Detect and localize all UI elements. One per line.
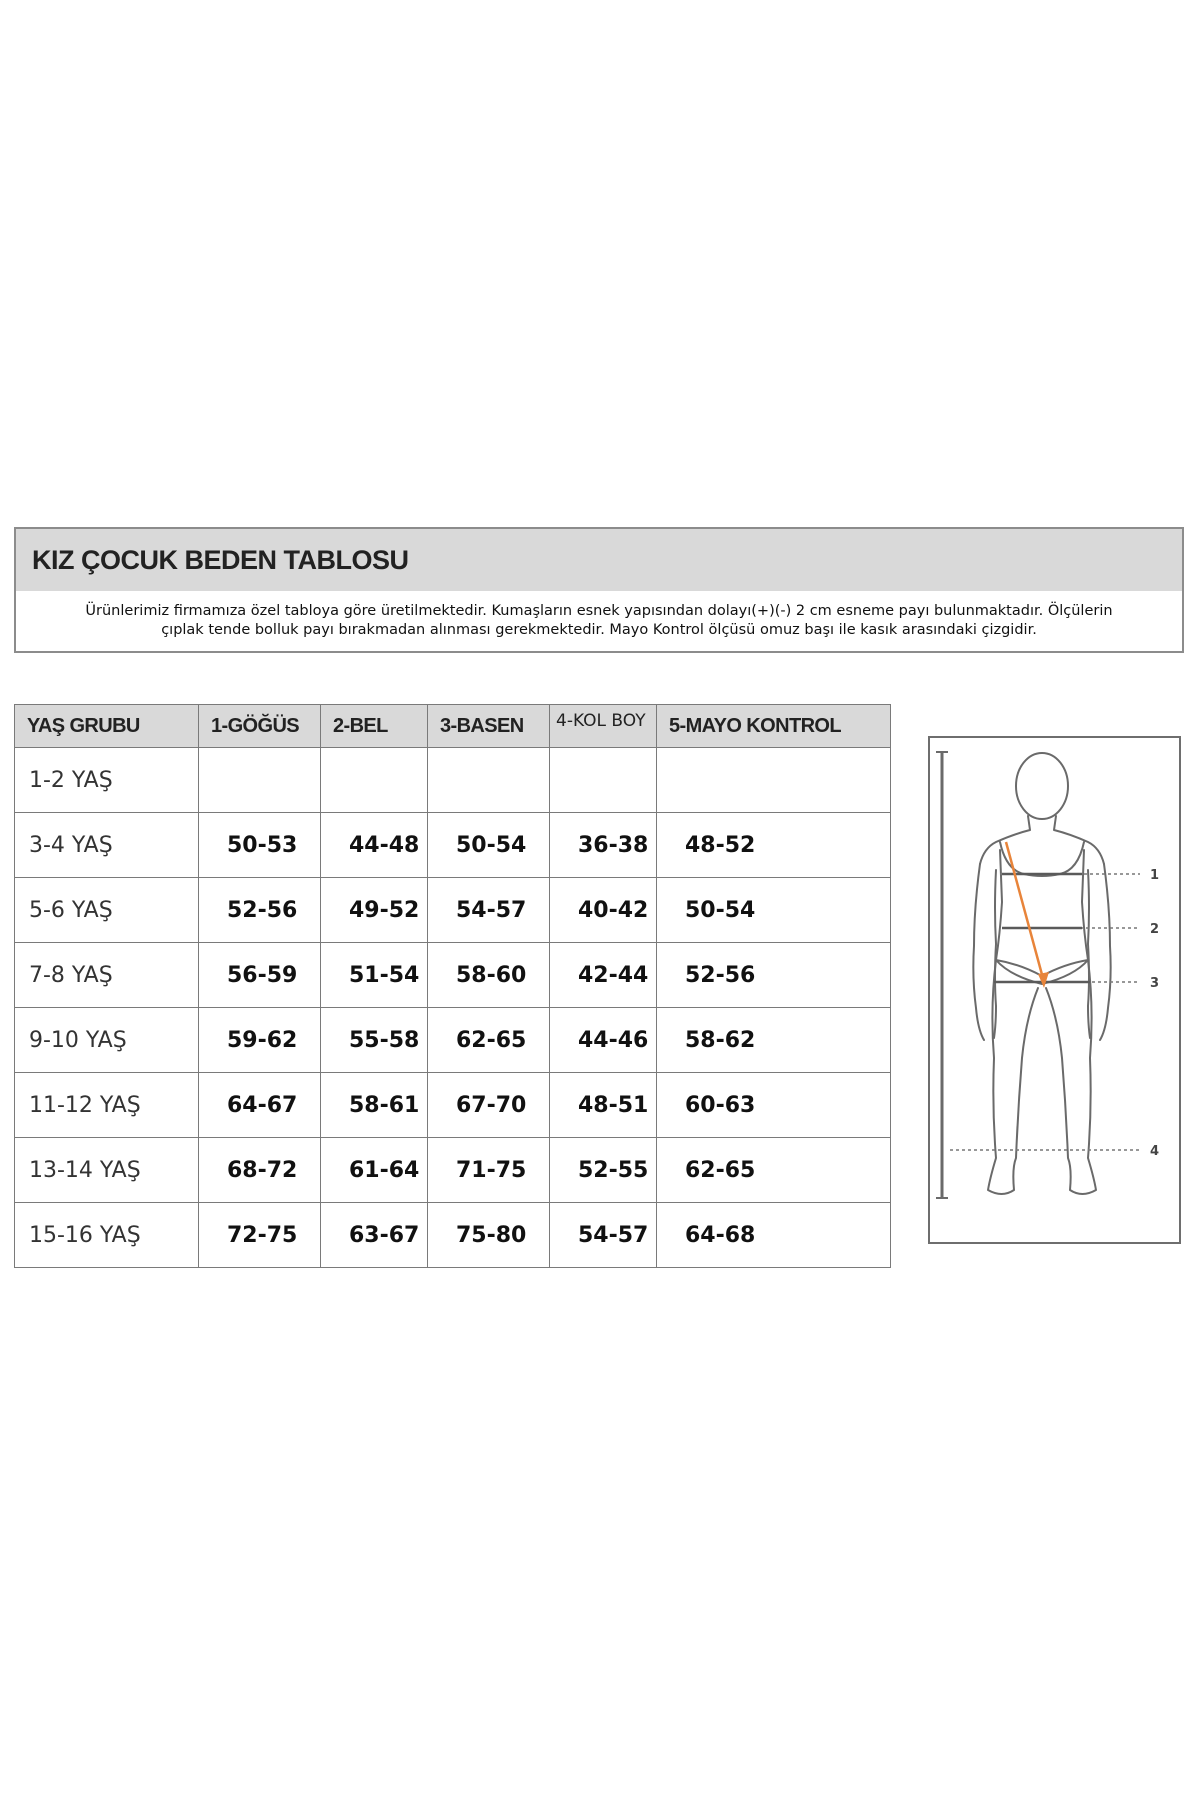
hip-cell: 71-75 xyxy=(428,1138,550,1203)
swimsuit-control-cell xyxy=(657,748,891,813)
table-row xyxy=(15,813,891,878)
measurement-guide-lines xyxy=(950,874,1140,1150)
size-chart-header xyxy=(14,527,1184,653)
column-header-waist: 2-BEL xyxy=(321,705,428,748)
hip-cell: 62-65 xyxy=(428,1008,550,1073)
age-cell: 13-14 YAŞ xyxy=(15,1138,199,1203)
swimsuit-control-cell: 52-56 xyxy=(657,943,891,1008)
chest-cell: 56-59 xyxy=(199,943,321,1008)
table-row xyxy=(15,1138,891,1203)
column-header-arm-length: 4-KOL BOY xyxy=(550,705,657,748)
age-cell: 15-16 YAŞ xyxy=(15,1203,199,1268)
age-cell: 7-8 YAŞ xyxy=(15,943,199,1008)
arm-length-cell: 36-38 xyxy=(550,813,657,878)
arm-length-cell: 52-55 xyxy=(550,1138,657,1203)
age-cell: 1-2 YAŞ xyxy=(15,748,199,813)
marker-label-3: 3 xyxy=(1150,976,1160,991)
chest-cell: 52-56 xyxy=(199,878,321,943)
marker-label-1: 1 xyxy=(1150,868,1160,883)
hip-cell: 54-57 xyxy=(428,878,550,943)
swimsuit-control-cell: 50-54 xyxy=(657,878,891,943)
arm-length-cell: 44-46 xyxy=(550,1008,657,1073)
size-table xyxy=(14,704,891,1268)
chest-cell: 72-75 xyxy=(199,1203,321,1268)
age-cell: 5-6 YAŞ xyxy=(15,878,199,943)
column-header-hip: 3-BASEN xyxy=(428,705,550,748)
marker-label-2: 2 xyxy=(1150,922,1160,937)
table-row xyxy=(15,1008,891,1073)
page-title: KIZ ÇOCUK BEDEN TABLOSU xyxy=(32,545,409,575)
measurement-band-lines xyxy=(994,874,1090,982)
measurement-note xyxy=(22,602,1176,640)
column-header-chest: 1-GÖĞÜS xyxy=(199,705,321,748)
table-row xyxy=(15,1203,891,1268)
chest-cell xyxy=(199,748,321,813)
arm-length-cell: 48-51 xyxy=(550,1073,657,1138)
age-cell: 9-10 YAŞ xyxy=(15,1008,199,1073)
waist-cell: 58-61 xyxy=(321,1073,428,1138)
arm-length-cell: 54-57 xyxy=(550,1203,657,1268)
arm-length-cell xyxy=(550,748,657,813)
table-row xyxy=(15,1073,891,1138)
column-header-age-group: YAŞ GRUBU xyxy=(15,705,199,748)
table-row xyxy=(15,943,891,1008)
vertical-scale-line xyxy=(936,752,948,1198)
waist-cell: 61-64 xyxy=(321,1138,428,1203)
marker-label-4: 4 xyxy=(1150,1144,1160,1159)
swimsuit-control-cell: 48-52 xyxy=(657,813,891,878)
table-row xyxy=(15,748,891,813)
age-cell: 11-12 YAŞ xyxy=(15,1073,199,1138)
measurement-note-line-2: çıplak tende bolluk payı bırakmadan alınması gerekmektedir. Mayo Kontrol ölçüsü omuz başı ile kasık arasındaki çizgidir. xyxy=(161,622,1037,638)
chest-cell: 50-53 xyxy=(199,813,321,878)
measurement-note-line-1: Ürünlerimiz firmamıza özel tabloya göre üretilmektedir. Kumaşların esnek yapısından dolayı(+)(-) 2 cm esneme payı bulunmaktadır. Ölçülerin xyxy=(85,603,1113,619)
waist-cell: 44-48 xyxy=(321,813,428,878)
hip-cell xyxy=(428,748,550,813)
waist-cell: 55-58 xyxy=(321,1008,428,1073)
hip-cell: 75-80 xyxy=(428,1203,550,1268)
waist-cell: 49-52 xyxy=(321,878,428,943)
column-header-swimsuit-control: 5-MAYO KONTROL xyxy=(657,705,891,748)
table-row xyxy=(15,878,891,943)
age-cell: 3-4 YAŞ xyxy=(15,813,199,878)
chest-cell: 59-62 xyxy=(199,1008,321,1073)
waist-cell xyxy=(321,748,428,813)
swimsuit-control-arrow xyxy=(1006,842,1049,988)
measurement-figure xyxy=(928,736,1181,1244)
hip-cell: 67-70 xyxy=(428,1073,550,1138)
table-header-row xyxy=(15,705,891,748)
arm-length-cell: 42-44 xyxy=(550,943,657,1008)
chest-cell: 64-67 xyxy=(199,1073,321,1138)
swimsuit-control-cell: 62-65 xyxy=(657,1138,891,1203)
chest-cell: 68-72 xyxy=(199,1138,321,1203)
swimsuit-control-cell: 64-68 xyxy=(657,1203,891,1268)
hip-cell: 50-54 xyxy=(428,813,550,878)
marker-labels xyxy=(1150,868,1159,1159)
body-outline-illustration xyxy=(930,738,1179,1242)
swimsuit-control-cell: 60-63 xyxy=(657,1073,891,1138)
waist-cell: 51-54 xyxy=(321,943,428,1008)
arm-length-cell: 40-42 xyxy=(550,878,657,943)
hip-cell: 58-60 xyxy=(428,943,550,1008)
swimsuit-control-cell: 58-62 xyxy=(657,1008,891,1073)
header-title-band xyxy=(16,529,1182,591)
waist-cell: 63-67 xyxy=(321,1203,428,1268)
